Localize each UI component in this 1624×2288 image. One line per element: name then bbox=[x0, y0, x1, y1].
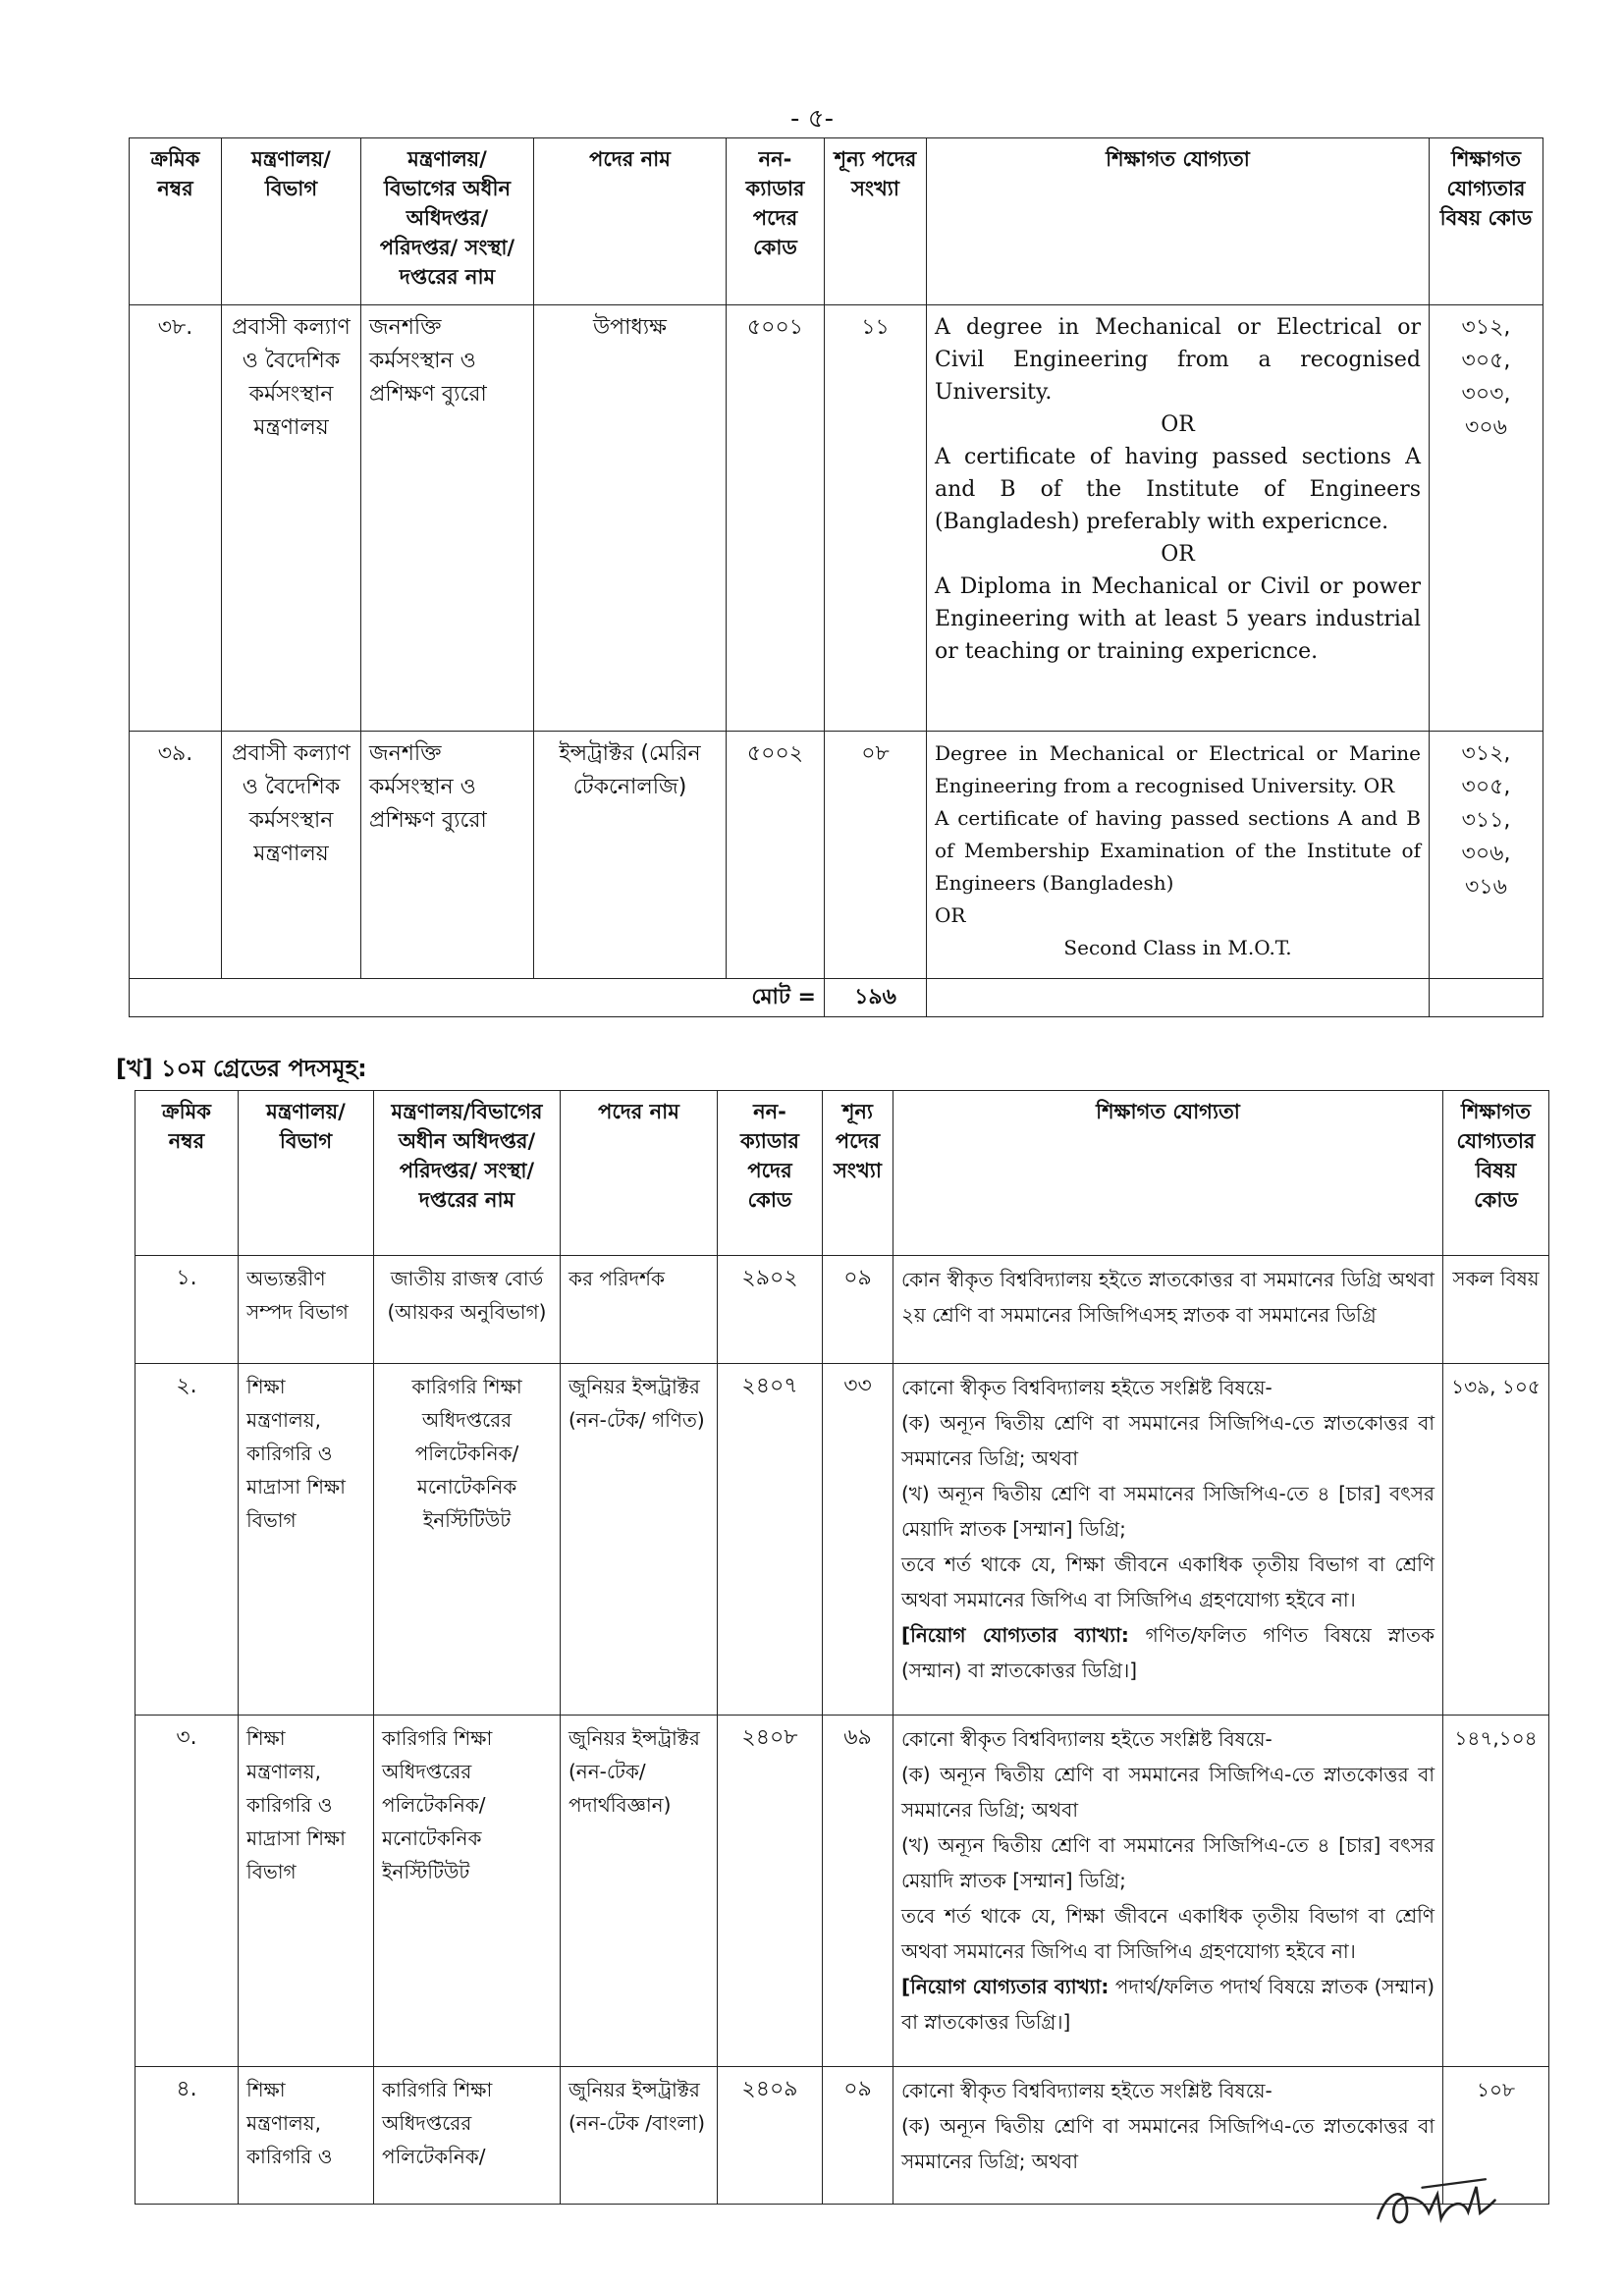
post-cell: জুনিয়র ইন্সট্রাক্টর (নন-টেক/ গণিত) bbox=[561, 1364, 718, 1716]
total-row bbox=[130, 979, 1543, 1017]
serial-cell: ১. bbox=[135, 1256, 239, 1364]
qualification-cell bbox=[893, 1716, 1443, 2067]
header-serial: ক্রমিক নম্বর bbox=[130, 138, 222, 305]
qualification-cell bbox=[893, 2067, 1443, 2205]
or-separator: OR bbox=[1161, 542, 1195, 567]
table-grade-9-continued bbox=[129, 137, 1543, 1017]
subject-code-cell bbox=[1430, 732, 1543, 979]
ministry-cell: প্রবাসী কল্যাণ ও বৈদেশিক কর্মসংস্থান মন্ত্রণালয় bbox=[222, 732, 361, 979]
subject-code-cell: ১০৮ bbox=[1443, 2067, 1549, 2205]
or-separator: OR bbox=[1363, 774, 1395, 797]
or-separator: OR bbox=[1161, 412, 1195, 437]
qualification-option-2: A certificate of having passed sections A and B of the Institute of Engineers (Bangladesh) preferably with expericnce. bbox=[935, 445, 1421, 534]
ministry-cell: প্রবাসী কল্যাণ ও বৈদেশিক কর্মসংস্থান মন্ত্রণালয় bbox=[222, 305, 361, 732]
header-code: নন-ক্যাডার পদের কোড bbox=[727, 138, 825, 305]
header-vacancy: শূন্য পদের সংখ্যা bbox=[823, 1091, 893, 1256]
code-cell: ৫০০১ bbox=[727, 305, 825, 732]
code-cell: ২৯০২ bbox=[718, 1256, 823, 1364]
qualification-cell bbox=[927, 732, 1430, 979]
vacancy-cell: ৬৯ bbox=[823, 1716, 893, 2067]
qualification-note bbox=[901, 1969, 1435, 2040]
table-row bbox=[135, 1716, 1549, 2067]
code-cell: ৫০০২ bbox=[727, 732, 825, 979]
or-separator: OR bbox=[935, 903, 966, 927]
code-cell: ২৪০৯ bbox=[718, 2067, 823, 2205]
qualification-intro: কোনো স্বীকৃত বিশ্ববিদ্যালয় হইতে সংশ্লিষ্ট বিষয়ে- bbox=[901, 2079, 1272, 2102]
department-cell: জনশক্তি কর্মসংস্থান ও প্রশিক্ষণ ব্যুরো bbox=[361, 732, 534, 979]
qualification-cell bbox=[893, 1364, 1443, 1716]
table-row bbox=[130, 305, 1543, 732]
header-vacancy: শূন্য পদের সংখ্যা bbox=[825, 138, 927, 305]
code-cell: ২৪০৭ bbox=[718, 1364, 823, 1716]
post-cell: জুনিয়র ইন্সট্রাক্টর (নন-টেক/ পদার্থবিজ্ঞান) bbox=[561, 1716, 718, 2067]
header-qualification: শিক্ষাগত যোগ্যতা bbox=[927, 138, 1430, 305]
header-subject-code: শিক্ষাগত যোগ্যতার বিষয় কোড bbox=[1443, 1091, 1549, 1256]
header-qualification: শিক্ষাগত যোগ্যতা bbox=[893, 1091, 1443, 1256]
note-text: পদার্থ/ফলিত পদার্থ বিষয়ে স্নাতক (সম্মান) বা স্নাতকোত্তর ডিগ্রি।] bbox=[901, 1975, 1435, 2034]
vacancy-cell: ০৯ bbox=[823, 1256, 893, 1364]
qualification-condition: তবে শর্ত থাকে যে, শিক্ষা জীবনে একাধিক তৃতীয় বিভাগ বা শ্রেণি অথবা সমমানের জিপিএ বা সিজিপিএ গ্রহণযোগ্য হইবে না। bbox=[901, 1553, 1435, 1611]
qualification-intro: কোনো স্বীকৃত বিশ্ববিদ্যালয় হইতে সংশ্লিষ্ট বিষয়ে- bbox=[901, 1727, 1272, 1751]
vacancy-cell: ০৯ bbox=[823, 2067, 893, 2205]
header-department: মন্ত্রণালয়/বিভাগের অধীন অধিদপ্তর/ পরিদপ্তর/ সংস্থা/ দপ্তরের নাম bbox=[374, 1091, 561, 1256]
qualification-option-a: (ক) অন্যূন দ্বিতীয় শ্রেণি বা সমমানের সিজিপিএ-তে স্নাতকোত্তর বা সমমানের ডিগ্রি; অথবা bbox=[901, 1763, 1435, 1822]
subject-code-cell bbox=[1430, 305, 1543, 732]
empty-cell bbox=[1430, 979, 1543, 1017]
note-label: [নিয়োগ যোগ্যতার ব্যাখ্যা: bbox=[901, 1623, 1129, 1647]
department-cell: কারিগরি শিক্ষা অধিদপ্তরের পলিটেকনিক/ মনোটেকনিক ইনস্টিটিউট bbox=[374, 1364, 561, 1716]
qualification-option-a: (ক) অন্যূন দ্বিতীয় শ্রেণি বা সমমানের সিজিপিএ-তে স্নাতকোত্তর বা সমমানের ডিগ্রি; অথবা bbox=[901, 2114, 1435, 2173]
department-cell: কারিগরি শিক্ষা অধিদপ্তরের পলিটেকনিক/ bbox=[374, 2067, 561, 2205]
subject-code: ৩০৩, bbox=[1461, 382, 1511, 407]
total-label: মোট = bbox=[130, 979, 825, 1017]
qualification-option-1: Degree in Mechanical or Electrical or Marine Engineering from a recognised University. bbox=[935, 741, 1421, 797]
note-label: [নিয়োগ যোগ্যতার ব্যাখ্যা: bbox=[901, 1975, 1110, 1998]
vacancy-cell: ০৮ bbox=[825, 732, 927, 979]
post-cell: ইন্সট্রাক্টর (মেরিন টেকনোলজি) bbox=[534, 732, 727, 979]
subject-code: ৩০৫, bbox=[1461, 349, 1511, 373]
qualification-cell bbox=[927, 305, 1430, 732]
department-cell: জনশক্তি কর্মসংস্থান ও প্রশিক্ষণ ব্যুরো bbox=[361, 305, 534, 732]
post-cell: উপাধ্যক্ষ bbox=[534, 305, 727, 732]
header-ministry: মন্ত্রণালয়/ বিভাগ bbox=[239, 1091, 374, 1256]
empty-cell bbox=[927, 979, 1430, 1017]
subject-code-cell: ১৪৭,১০৪ bbox=[1443, 1716, 1549, 2067]
qualification-condition: তবে শর্ত থাকে যে, শিক্ষা জীবনে একাধিক তৃতীয় বিভাগ বা শ্রেণি অথবা সমমানের জিপিএ বা সিজিপিএ গ্রহণযোগ্য হইবে না। bbox=[901, 1904, 1435, 1963]
subject-code: ৩০৫, bbox=[1461, 775, 1511, 799]
qualification-option-3: Second Class in M.O.T. bbox=[1063, 936, 1292, 959]
qualification-option-2: A certificate of having passed sections A and B of Membership Examination of the Institute of Engineers (Bangladesh) bbox=[935, 806, 1421, 895]
subject-code-cell: সকল বিষয় bbox=[1443, 1256, 1549, 1364]
serial-cell: ৩৮. bbox=[130, 305, 222, 732]
qualification-option-1: A degree in Mechanical or Electrical or Civil Engineering from a recognised University. bbox=[935, 315, 1421, 405]
total-value: ১৯৬ bbox=[825, 979, 927, 1017]
subject-code: ৩১২, bbox=[1461, 741, 1511, 766]
subject-code: ৩১১, bbox=[1461, 808, 1511, 833]
page-number: - ৫- bbox=[790, 104, 834, 134]
qualification-option-3: A Diploma in Mechanical or Civil or power Engineering with at least 5 years industrial or teaching or training expericnce. bbox=[935, 574, 1421, 664]
qualification-option-b: (খ) অন্যূন দ্বিতীয় শ্রেণি বা সমমানের সিজিপিএ-তে ৪ [চার] বৎসর মেয়াদি স্নাতক [সম্মান] ডিগ্রি; bbox=[901, 1833, 1435, 1892]
table-row bbox=[135, 2067, 1549, 2205]
subject-code-cell: ১৩৯, ১০৫ bbox=[1443, 1364, 1549, 1716]
signature bbox=[1368, 2171, 1500, 2249]
post-cell: কর পরিদর্শক bbox=[561, 1256, 718, 1364]
table-header-row bbox=[135, 1091, 1549, 1256]
header-code: নন-ক্যাডার পদের কোড bbox=[718, 1091, 823, 1256]
table-row bbox=[130, 732, 1543, 979]
post-cell: জুনিয়র ইন্সট্রাক্টর (নন-টেক /বাংলা) bbox=[561, 2067, 718, 2205]
header-ministry: মন্ত্রণালয়/ বিভাগ bbox=[222, 138, 361, 305]
serial-cell: ৩. bbox=[135, 1716, 239, 2067]
header-subject-code: শিক্ষাগত যোগ্যতার বিষয় কোড bbox=[1430, 138, 1543, 305]
serial-cell: ৩৯. bbox=[130, 732, 222, 979]
header-post: পদের নাম bbox=[534, 138, 727, 305]
vacancy-cell: ১১ bbox=[825, 305, 927, 732]
header-department: মন্ত্রণালয়/ বিভাগের অধীন অধিদপ্তর/ পরিদপ্তর/ সংস্থা/ দপ্তরের নাম bbox=[361, 138, 534, 305]
serial-cell: ৪. bbox=[135, 2067, 239, 2205]
signature-scribble bbox=[1368, 2171, 1499, 2239]
table-row bbox=[135, 1256, 1549, 1364]
header-serial: ক্রমিক নম্বর bbox=[135, 1091, 239, 1256]
ministry-cell: শিক্ষা মন্ত্রণালয়, কারিগরি ও মাদ্রাসা শিক্ষা বিভাগ bbox=[239, 1364, 374, 1716]
code-cell: ২৪০৮ bbox=[718, 1716, 823, 2067]
table-grade-10 bbox=[135, 1090, 1549, 2205]
header-post: পদের নাম bbox=[561, 1091, 718, 1256]
note-text: গণিত/ফলিত গণিত বিষয়ে স্নাতক (সম্মান) বা স্নাতকোত্তর ডিগ্রি।] bbox=[901, 1623, 1435, 1682]
table-header-row bbox=[130, 138, 1543, 305]
department-cell: কারিগরি শিক্ষা অধিদপ্তরের পলিটেকনিক/ মনোটেকনিক ইনস্টিটিউট bbox=[374, 1716, 561, 2067]
ministry-cell: শিক্ষা মন্ত্রণালয়, কারিগরি ও মাদ্রাসা শিক্ষা বিভাগ bbox=[239, 1716, 374, 2067]
qualification-intro: কোনো স্বীকৃত বিশ্ববিদ্যালয় হইতে সংশ্লিষ্ট বিষয়ে- bbox=[901, 1376, 1272, 1399]
subject-code: ৩১৬ bbox=[1465, 875, 1507, 899]
subject-code: ৩০৬ bbox=[1465, 415, 1507, 440]
qualification-note bbox=[901, 1617, 1435, 1688]
subject-code: ৩১২, bbox=[1461, 315, 1511, 340]
qualification-option-b: (খ) অন্যূন দ্বিতীয় শ্রেণি বা সমমানের সিজিপিএ-তে ৪ [চার] বৎসর মেয়াদি স্নাতক [সম্মান] ডিগ্রি; bbox=[901, 1482, 1435, 1541]
table-row bbox=[135, 1364, 1549, 1716]
ministry-cell: অভ্যন্তরীণ সম্পদ বিভাগ bbox=[239, 1256, 374, 1364]
subject-code: ৩০৬, bbox=[1461, 842, 1511, 866]
vacancy-cell: ৩৩ bbox=[823, 1364, 893, 1716]
qualification-cell: কোন স্বীকৃত বিশ্ববিদ্যালয় হইতে স্নাতকোত্তর বা সমমানের ডিগ্রি অথবা ২য় শ্রেণি বা সমমানের সিজিপিএসহ স্নাতক বা সমমানের ডিগ্রি bbox=[893, 1256, 1443, 1364]
ministry-cell: শিক্ষা মন্ত্রণালয়, কারিগরি ও bbox=[239, 2067, 374, 2205]
section-heading: [খ] ১০ম গ্রেডের পদসমূহ: bbox=[116, 1055, 367, 1082]
department-cell: জাতীয় রাজস্ব বোর্ড (আয়কর অনুবিভাগ) bbox=[374, 1256, 561, 1364]
qualification-option-a: (ক) অন্যূন দ্বিতীয় শ্রেণি বা সমমানের সিজিপিএ-তে স্নাতকোত্তর বা সমমানের ডিগ্রি; অথবা bbox=[901, 1411, 1435, 1470]
serial-cell: ২. bbox=[135, 1364, 239, 1716]
